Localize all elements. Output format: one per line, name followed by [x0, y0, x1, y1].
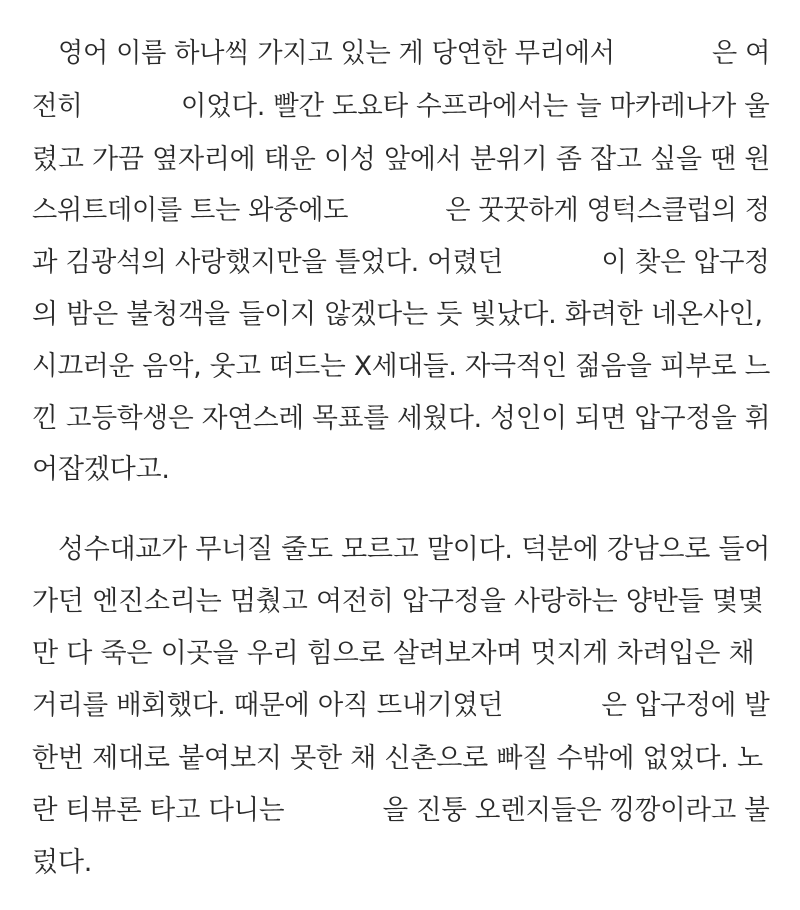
paragraph-1-line-3: 렸고 가끔 옆자리에 태운 이성 앞에서 분위기 좀 잡고 싶을 땐 원: [32, 144, 771, 175]
paragraph-1-line-2: 전히 이었다. 빨간 도요타 수프라에서는 늘 마카레나가 울: [32, 91, 770, 122]
paragraph-2-line-2: 가던 엔진소리는 멈췄고 여전히 압구정을 사랑하는 양반들 몇몇: [32, 586, 764, 617]
paragraph-2-line-1: 성수대교가 무너질 줄도 모르고 말이다. 덕분에 강남으로 들어: [58, 534, 771, 565]
paragraph-1-line-6: 의 밤은 불청객을 들이지 않겠다는 듯 빛났다. 화려한 네온사인,: [32, 299, 763, 330]
paragraph-1-line-9: 어잡겠다고.: [32, 454, 170, 485]
paragraph-2-line-7: 렀다.: [32, 847, 93, 878]
paragraph-1-line-7: 시끄러운 음악, 웃고 떠드는 X세대들. 자극적인 젊음을 피부로 느: [32, 351, 771, 382]
paragraph-2-line-4: 거리를 배회했다. 때문에 아직 뜨내기였던 은 압구정에 발: [32, 690, 770, 721]
paragraph-2-line-6: 란 티뷰론 타고 다니는 을 진퉁 오렌지들은 낑깡이라고 불: [32, 795, 770, 826]
paragraph-1-line-8: 낀 고등학생은 자연스레 목표를 세웠다. 성인이 되면 압구정을 휘: [32, 403, 771, 434]
paragraph-1-line-4: 스위트데이를 트는 와중에도 은 꿋꿋하게 영턱스클럽의 정: [32, 195, 770, 226]
paragraph-1-line-5: 과 김광석의 사랑했지만을 틀었다. 어렸던 이 찾은 압구정: [32, 247, 770, 278]
paragraph-1-line-1: 영어 이름 하나씩 가지고 있는 게 당연한 무리에서 은 여: [58, 38, 771, 69]
paragraph-2-line-3: 만 다 죽은 이곳을 우리 힘으로 살려보자며 멋지게 차려입은 채: [32, 638, 755, 669]
paragraph-2-line-5: 한번 제대로 붙여보지 못한 채 신촌으로 빠질 수밖에 없었다. 노: [32, 743, 763, 774]
